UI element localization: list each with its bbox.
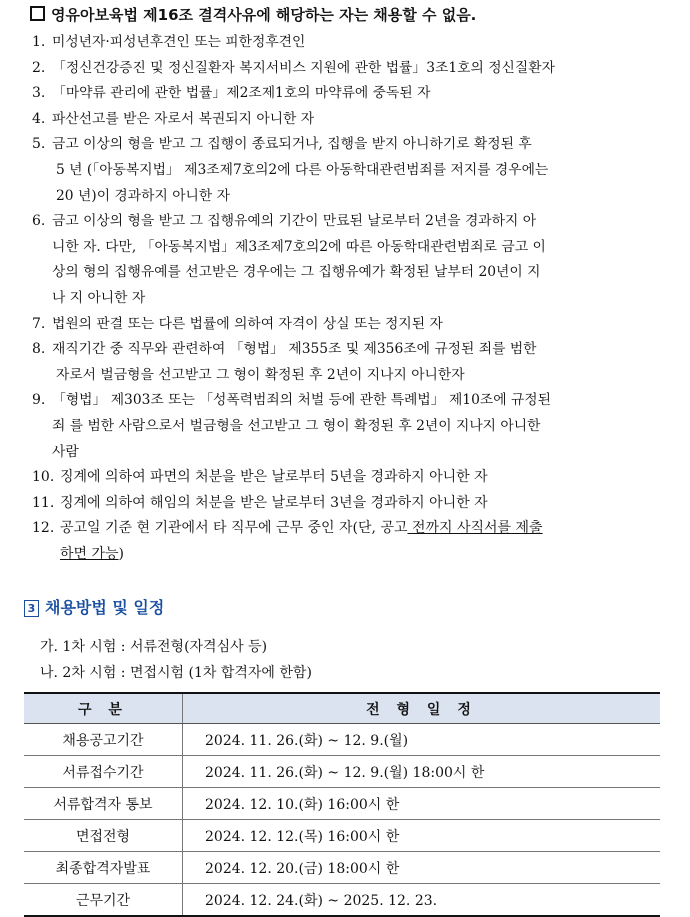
- list-item: 11. 징계에 의하여 해임의 처분을 받은 날로부터 3년을 경과하지 아니한 자: [32, 494, 488, 511]
- disqualification-list: [32, 30, 672, 567]
- list-item: 12. 공고일 기준 현 기관에서 타 직무에 근무 중인 자(단, 공고 전까지 사직서를 제출 하면 가능): [32, 520, 543, 562]
- table-row: 채용공고기간 2024. 11. 26.(화) ~ 12. 9.(월): [24, 724, 660, 756]
- checkbox-square-icon: [30, 6, 45, 21]
- list-item: 10. 징계에 의하여 파면의 처분을 받은 날로부터 5년을 경과하지 아니한 자: [32, 469, 488, 486]
- section-number: 3: [24, 600, 39, 617]
- exam-step-2: 나. 2차 시험 : 면접시험 (1차 합격자에 한함): [40, 665, 312, 681]
- list-item: 1. 미성년자·피성년후견인 또는 피한정후견인: [32, 34, 306, 50]
- schedule-table: [24, 692, 660, 917]
- list-item: 6. 금고 이상의 형을 받고 그 집행유예의 기간이 만료된 날로부터 2년을 경과하지 아 니한 자. 다만, 「아동복지법」제3조제7호의2에 따른 아동학대관련범죄로 금고 이 상의 형의 집행유예를 선고받은 경우에는 그 집행유예가 확정된 날부터 20년이 지 나 지 아니한 자: [32, 213, 546, 306]
- header-category: 구 분: [24, 693, 183, 724]
- table-row: 최종합격자발표 2024. 12. 20.(금) 18:00시 한: [24, 852, 660, 884]
- header-schedule: 전 형 일 정: [183, 693, 661, 724]
- heading-text: 영유아보육법 제16조 결격사유에 해당하는 자는 채용할 수 없음.: [51, 6, 477, 24]
- table-row: 서류합격자 통보 2024. 12. 10.(화) 16:00시 한: [24, 788, 660, 820]
- table-row: 근무기간 2024. 12. 24.(화) ~ 2025. 12. 23.: [24, 884, 660, 917]
- list-item: 4. 파산선고를 받은 자로서 복권되지 아니한 자: [32, 110, 315, 127]
- disqualification-heading: [30, 5, 476, 25]
- list-item: 2. 「정신건강증진 및 정신질환자 복지서비스 지원에 관한 법률」3조1호의 정신질환자: [32, 59, 555, 76]
- section-title: [24, 595, 164, 618]
- exam-step-1: 가. 1차 시험 : 서류전형(자격심사 등): [40, 639, 268, 655]
- table-row: 서류접수기간 2024. 11. 26.(화) ~ 12. 9.(월) 18:00시 한: [24, 756, 660, 788]
- list-item: 3. 「마약류 관리에 관한 법률」제2조제1호의 마약류에 중독된 자: [32, 85, 431, 102]
- list-item: 9. 「형법」 제303조 또는 「성폭력범죄의 처벌 등에 관한 특례법」 제10조에 규정된 죄 를 범한 사람으로서 벌금형을 선고받고 그 형이 확정된 후 2년이 지나지 아니한 사람: [32, 392, 551, 460]
- list-item: 7. 법원의 판결 또는 다른 법률에 의하여 자격이 상실 또는 정지된 자: [32, 315, 443, 332]
- table-header-row: [24, 693, 660, 724]
- list-item: 8. 재직기간 중 직무와 관련하여 「형법」 제355조 및 제356조에 규정된 죄를 범한 자로서 벌금형을 선고받고 그 형이 확정된 후 2년이 지나지 아니한자: [32, 341, 537, 383]
- table-row: 면접전형 2024. 12. 12.(목) 16:00시 한: [24, 820, 660, 852]
- section-title-text: 채용방법 및 일정: [45, 598, 165, 617]
- list-item: 5. 금고 이상의 형을 받고 그 집행이 종료되거나, 집행을 받지 아니하기로 확정된 후 5 년 (「아동복지법」 제3조제7호의2에 다른 아동학대관련범죄를 저지를 경우에는 20 년)이 경과하지 아니한 자: [32, 136, 549, 204]
